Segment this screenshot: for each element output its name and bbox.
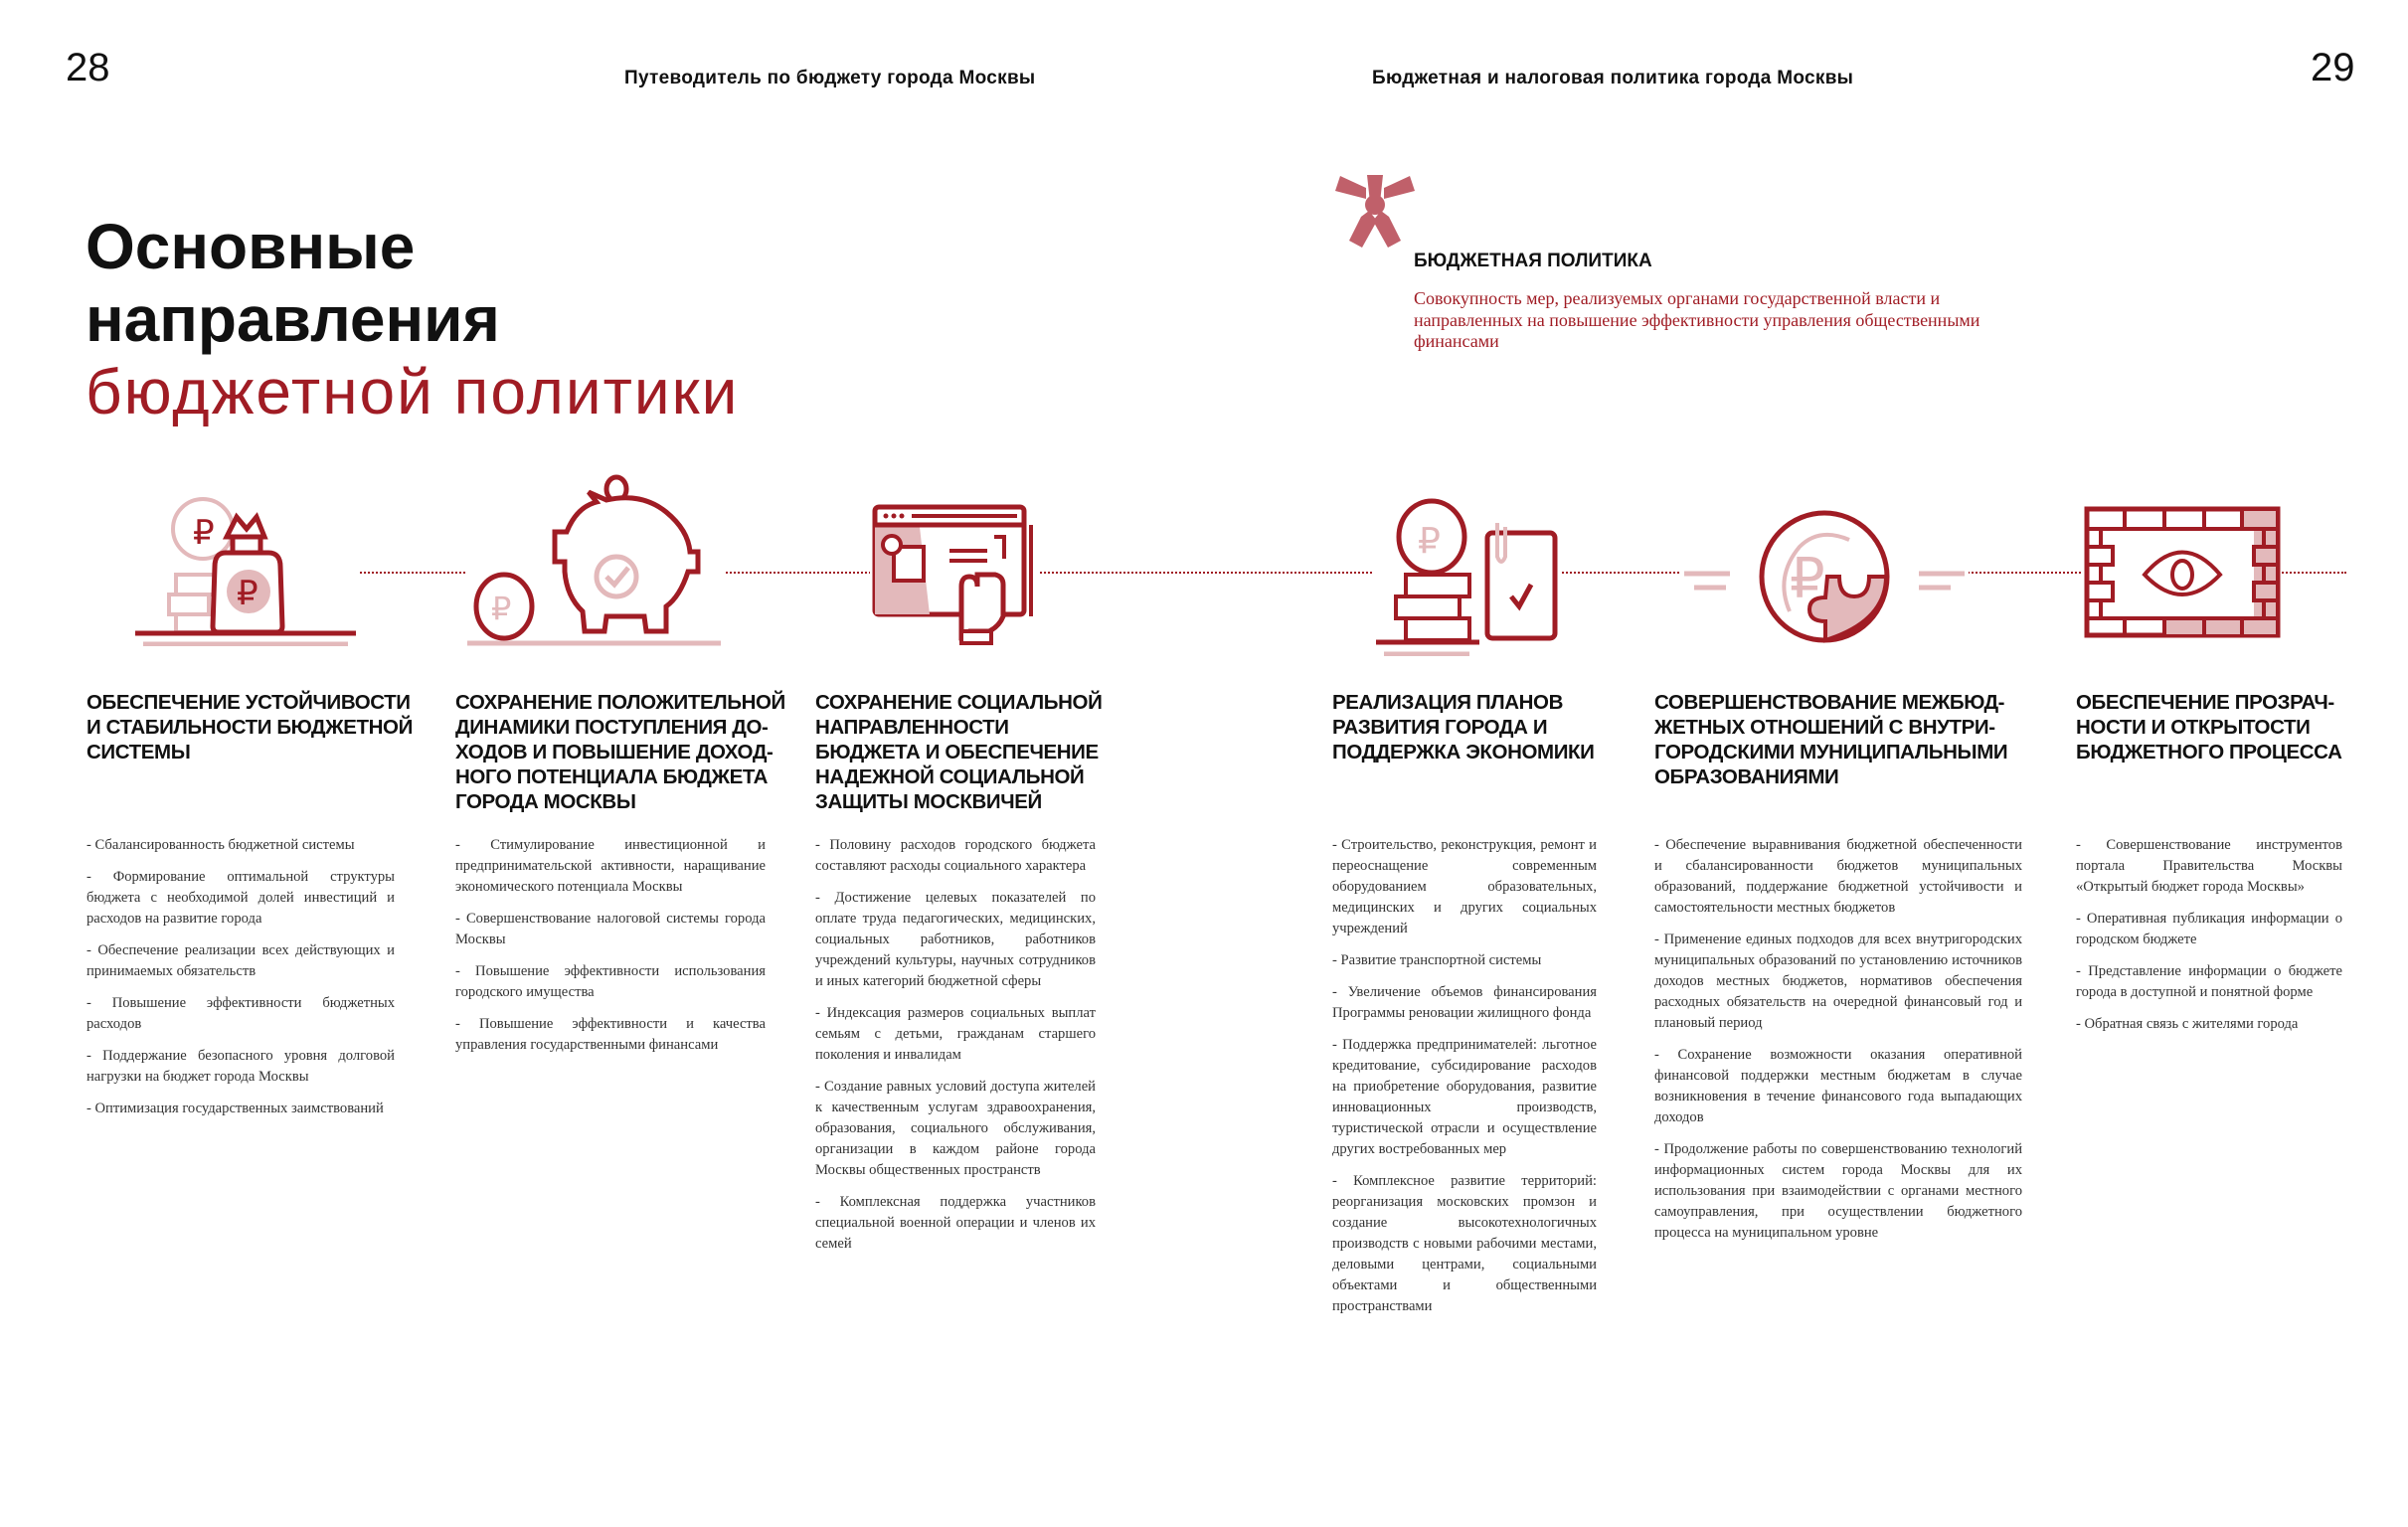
definition-heading: БЮДЖЕТНАЯ ПОЛИТИКА: [1414, 251, 1652, 271]
column-heading: СОХРАНЕНИЕ СОЦИАЛЬНОЙ НАПРАВЛЕННОСТИ БЮДЖЕТА И ОБЕСПЕЧЕНИЕ НАДЕЖНОЙ СОЦИАЛЬНОЙ ЗАЩИТЫ МОСКВИЧЕЙ: [815, 691, 1103, 813]
column-transparency: [2076, 690, 2342, 1046]
list-item: - Формирование оптимальной структуры бюджета с необходимой долей инвестиций и расходов на развитие города: [86, 869, 395, 927]
column-revenue: [455, 690, 785, 1067]
column-stability: [86, 690, 413, 1130]
svg-text:₽: ₽: [1790, 547, 1825, 611]
list-item: - Комплексное развитие территорий: реорганизация московских промзон и создание высокотехнологичных производств с новыми рабочими местами, деловыми центрами, социальными объектами и общественными пространствами: [1332, 1173, 1597, 1314]
list-item: - Повышение эффективности и качества управления государственными финансами: [455, 1016, 766, 1053]
list-item: - Стимулирование инвестиционной и предпринимательской активности, наращивание экономического потенциала Москвы: [455, 837, 766, 895]
running-head-left: Путеводитель по бюджету города Москвы: [624, 68, 1036, 88]
list-item: - Повышение эффективности бюджетных расходов: [86, 995, 395, 1032]
bullet-list: [815, 835, 1096, 1255]
bullet-list: [1332, 835, 1597, 1317]
list-item: - Совершенствование налоговой системы города Москвы: [455, 911, 766, 947]
column-social: [815, 690, 1103, 1266]
column-heading: ОБЕСПЕЧЕНИЕ УСТОЙЧИВОСТИ И СТАБИЛЬНОСТИ БЮДЖЕТНОЙ СИСТЕМЫ: [86, 691, 413, 764]
title-line-1: Основные: [86, 211, 416, 282]
svg-text:₽: ₽: [491, 590, 512, 627]
bullet-list: [2076, 835, 2342, 1035]
column-heading: СОВЕРШЕНСТВОВАНИЕ МЕЖБЮД- ЖЕТНЫХ ОТНОШЕНИЙ С ВНУТРИ- ГОРОДСКИМИ МУНИЦИПАЛЬНЫМИ ОБРАЗОВАНИЯМИ: [1654, 691, 2008, 788]
touch-screen-icon: [870, 467, 1039, 646]
list-item: - Представление информации о бюджете города в доступной и понятной форме: [2076, 963, 2342, 1000]
eye-brick-wall-icon: [2083, 505, 2282, 639]
piggy-bank-icon: [467, 472, 726, 651]
list-item: - Обеспечение реализации всех действующих и принимаемых обязательств: [86, 942, 395, 979]
money-bag-icon: [131, 467, 360, 646]
list-item: - Увеличение объемов финансирования Программы реновации жилищного фонда: [1332, 984, 1597, 1021]
list-item: - Достижение целевых показателей по оплате труда педагогических, медицинских, социальных работников, работников учреждений культуры, научных сотрудников и иных категорий бюджетной сферы: [815, 890, 1096, 989]
definition-text: Совокупность мер, реализуемых органами государственной власти и направленных на повышение эффективности управления общественными финансами: [1414, 288, 1980, 351]
list-item: - Продолжение работы по совершенствованию технологий информационных систем города Москвы для их использования при взаимодействии с органами местного самоуправления, при осуществлении бюджетного процесса на муниципальном уровне: [1654, 1141, 2022, 1241]
list-item: - Оперативная публикация информации о городском бюджете: [2076, 911, 2342, 947]
list-item: - Сохранение возможности оказания оперативной финансовой поддержки местным бюджетам в случае возникновения в течение финансового года выпадающих доходов: [1654, 1047, 2022, 1125]
svg-text:₽: ₽: [193, 513, 215, 553]
list-item: - Повышение эффективности использования городского имущества: [455, 963, 766, 1000]
bullet-list: [1654, 835, 2022, 1244]
list-item: - Обеспечение выравнивания бюджетной обеспеченности и сбалансированности бюджетов муниципальных образований, поддержание бюджетной устойчивости и самостоятельности местных бюджетов: [1654, 837, 2022, 916]
list-item: - Поддержание безопасного уровня долговой нагрузки на бюджет города Москвы: [86, 1048, 395, 1085]
list-item: - Совершенствование инструментов портала Правительства Москвы «Открытый бюджет города Москвы»: [2076, 837, 2342, 895]
column-heading: РЕАЛИЗАЦИЯ ПЛАНОВ РАЗВИТИЯ ГОРОДА И ПОДДЕРЖКА ЭКОНОМИКИ: [1332, 691, 1595, 764]
list-item: - Индексация размеров социальных выплат семьям с детьми, гражданам старшего поколения и инвалидам: [815, 1005, 1096, 1063]
ruble-puzzle-icon: [1680, 502, 1969, 651]
connector-line-left: [296, 572, 1372, 574]
column-heading: ОБЕСПЕЧЕНИЕ ПРОЗРАЧ- НОСТИ И ОТКРЫТОСТИ БЮДЖЕТНОГО ПРОЦЕССА: [2076, 691, 2342, 764]
running-head-right: Бюджетная и налоговая политика города Москвы: [1372, 68, 1854, 88]
bullet-list: [86, 835, 395, 1119]
svg-text:₽: ₽: [237, 574, 258, 613]
list-item: - Строительство, реконструкция, ремонт и переоснащение современным оборудованием образовательных, медицинских и других социальных учреждений: [1332, 837, 1597, 936]
list-item: - Обратная связь с жителями города: [2076, 1016, 2299, 1032]
page-number-left: 28: [66, 46, 110, 89]
title-line-3: бюджетной политики: [86, 356, 740, 427]
column-development: [1332, 690, 1597, 1328]
list-item: - Применение единых подходов для всех внутригородских муниципальных образований по установлению источников доходов местных бюджетов, нормативов обеспечения расходных обязательств на очередной финансовый год и плановый период: [1654, 932, 2022, 1031]
column-heading: СОХРАНЕНИЕ ПОЛОЖИТЕЛЬНОЙ ДИНАМИКИ ПОСТУПЛЕНИЯ ДО- ХОДОВ И ПОВЫШЕНИЕ ДОХОД- НОГО ПОТЕНЦИАЛА БЮДЖЕТА ГОРОДА МОСКВЫ: [455, 691, 785, 813]
title-line-2: направления: [86, 283, 500, 355]
page-number-right: 29: [2311, 46, 2355, 89]
asterisk-icon: [1335, 175, 1415, 249]
column-interbudget: [1654, 690, 2022, 1255]
list-item: - Оптимизация государственных заимствований: [86, 1101, 384, 1116]
list-item: - Сбалансированность бюджетной системы: [86, 837, 355, 853]
list-item: - Половину расходов городского бюджета составляют расходы социального характера: [815, 837, 1096, 874]
page-title: [86, 211, 739, 428]
bullet-list: [455, 835, 766, 1056]
coins-clipboard-icon: [1372, 497, 1561, 656]
list-item: - Поддержка предпринимателей: льготное кредитование, субсидирование расходов на приобретение оборудования, развитие инновационных производств, туристической отрасли и осуществление других востребованных мер: [1332, 1037, 1597, 1157]
list-item: - Комплексная поддержка участников специальной военной операции и членов их семей: [815, 1194, 1096, 1252]
list-item: - Создание равных условий доступа жителей к качественным услугам здравоохранения, образования, социального обслуживания, организации в каждом районе города Москвы общественных пространств: [815, 1079, 1096, 1178]
svg-text:₽: ₽: [1418, 521, 1441, 562]
list-item: - Развитие транспортной системы: [1332, 952, 1542, 968]
